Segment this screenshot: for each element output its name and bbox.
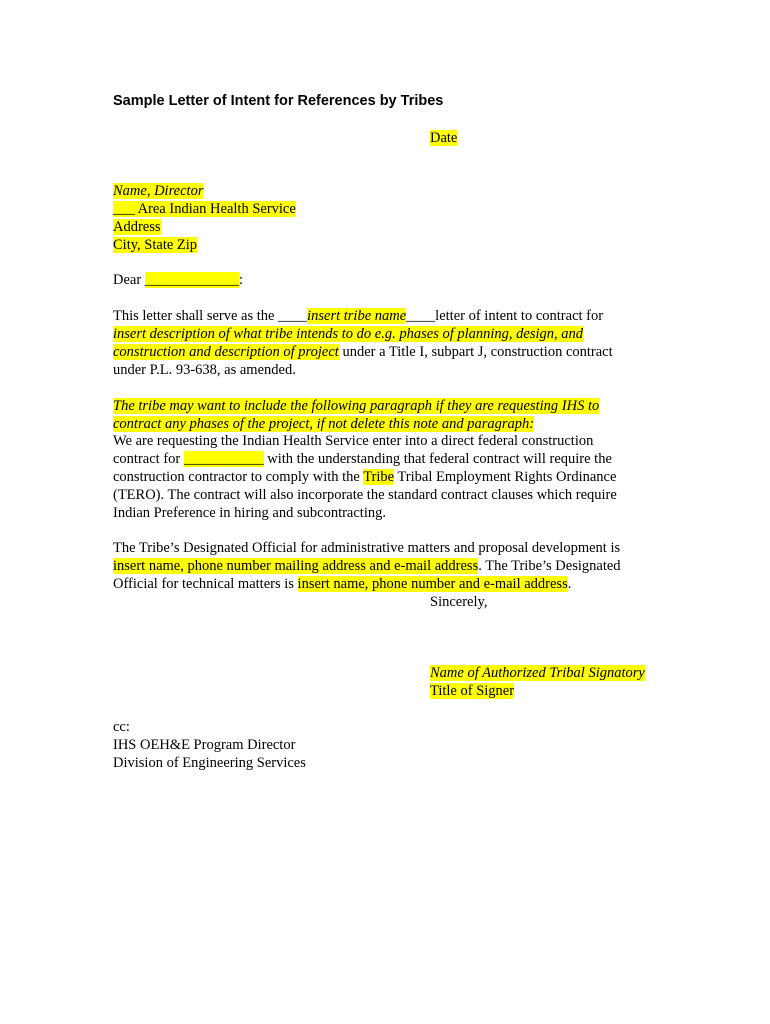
p3-text-1: The Tribe’s Designated Official for administrative matters and proposal development is (113, 540, 621, 556)
contract-blank: ___________ (183, 451, 264, 467)
p3-line-1 (113, 539, 620, 557)
cc-label: cc: (113, 719, 130, 735)
p1-line-2 (113, 325, 583, 343)
p1-text-e: under P.L. 93-638, as amended. (113, 362, 296, 378)
note-line-2 (113, 415, 534, 433)
document-title: Sample Letter of Intent for References by Tribes (113, 93, 444, 109)
p3-text-2b: . The Tribe’s Designated (478, 558, 621, 574)
admin-contact-placeholder: insert name, phone number mailing address and e-mail address (113, 558, 479, 574)
signatory-title: Title of Signer (430, 683, 515, 699)
cc-recipient-1: IHS OEH&E Program Director (113, 737, 296, 753)
p2-text-2a: contract for (113, 451, 184, 467)
note-text-2: contract any phases of the project, if not delete this note and paragraph: (113, 416, 535, 432)
p2-text-5: Indian Preference in hiring and subcontracting. (113, 505, 386, 521)
description-placeholder: insert description of what tribe intends to do e.g. phases of planning, design, and (113, 326, 584, 342)
signatory-title-line (430, 682, 514, 700)
addressee-name: Name, Director (113, 183, 204, 199)
p3-line-2 (113, 557, 621, 575)
addressee-name-line (113, 182, 203, 200)
date-line (430, 129, 457, 147)
tribe-name-placeholder: insert tribe name (307, 308, 407, 324)
p1-text-d: under a Title I, subpart J, construction contract (338, 344, 613, 360)
p1-text-c: ____letter of intent to contract for (406, 308, 604, 324)
addressee-address: Address (113, 219, 161, 235)
p1-line-4 (113, 361, 296, 379)
date-placeholder: Date (430, 130, 458, 146)
note-line-1 (113, 397, 599, 415)
p1-line-3 (113, 343, 613, 361)
p3-text-3c: . (567, 576, 572, 592)
closing: Sincerely, (430, 594, 488, 610)
p1-line-1 (113, 307, 603, 325)
cc-recipient-2: Division of Engineering Services (113, 755, 306, 771)
p2-text-2c: with the understanding that federal contract will require the (263, 451, 612, 467)
addressee-area-line (113, 200, 296, 218)
note-text-1: The tribe may want to include the following paragraph if they are requesting IHS to (113, 398, 600, 414)
p2-text-3a: construction contractor to comply with the (113, 469, 364, 485)
p2-text-3c: Tribal Employment Rights Ordinance (394, 469, 617, 485)
salutation (113, 271, 243, 289)
p2-line-1 (113, 432, 593, 450)
project-description-placeholder: construction and description of project (113, 344, 339, 360)
p1-text-a: This letter shall serve as the ____ (113, 308, 308, 324)
addressee-city-line (113, 236, 197, 254)
addressee-city: City, State Zip (113, 237, 198, 253)
p2-line-3 (113, 468, 616, 486)
p2-line-4 (113, 486, 617, 504)
p2-text-4: (TERO). The contract will also incorporate the standard contract clauses which require (113, 487, 617, 503)
addressee-area: ___ Area Indian Health Service (113, 201, 296, 217)
salutation-suffix: : (239, 272, 244, 288)
salutation-blank: _____________ (144, 272, 240, 288)
p3-text-3a: Official for technical matters is (113, 576, 298, 592)
signatory-name: Name of Authorized Tribal Signatory (430, 665, 645, 681)
addressee-address-line (113, 218, 161, 236)
salutation-prefix: Dear (113, 272, 145, 288)
signatory-name-line (430, 664, 645, 682)
p2-text-1: We are requesting the Indian Health Service enter into a direct federal construction (113, 433, 594, 449)
p2-line-2 (113, 450, 612, 468)
p2-line-5 (113, 504, 386, 522)
technical-contact-placeholder: insert name, phone number and e-mail address (297, 576, 568, 592)
tribe-placeholder: Tribe (363, 469, 395, 485)
p3-line-3 (113, 575, 571, 593)
